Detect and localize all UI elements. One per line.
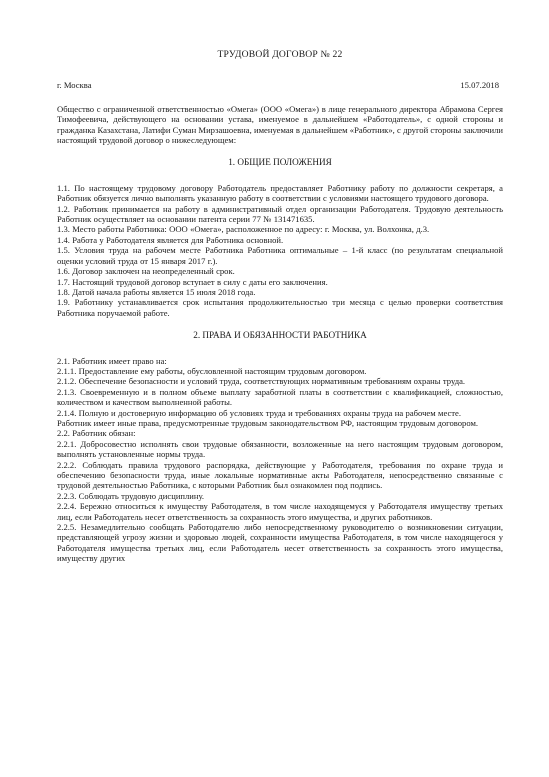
- clause: 2.2.3. Соблюдать трудовую дисциплину.: [57, 490, 205, 501]
- document-date: 15.07.2018: [460, 80, 499, 91]
- clause: 2.2.4. Бережно относиться к имуществу Работодателя, в том числе находящемуся у Работодателя имуществу третьих лиц, если Работодатель несет ответственность за сохранность этого имущества, и других работников.: [57, 501, 503, 522]
- clause: 1.7. Настоящий трудовой договор вступает в силу с даты его заключения.: [57, 276, 328, 287]
- section-2-title: 2. ПРАВА И ОБЯЗАННОСТИ РАБОТНИКА: [193, 330, 367, 341]
- section-1-title: 1. ОБЩИЕ ПОЛОЖЕНИЯ: [228, 157, 332, 168]
- clause: 2.2.2. Соблюдать правила трудового распорядка, действующие у Работодателя, требования по охране труда и обеспечению безопасности труда, иные локальные нормативные акты Работодателя, непосредственно связанные с трудовой деятельностью Работника, с которыми Работник был ознакомлен под подпись.: [57, 459, 503, 491]
- clause: 1.1. По настоящему трудовому договору Работодатель предоставляет Работнику работу по должности секретаря, а Работник обязуется лично выполнять указанную работу в соответствии с условиями настоящего трудового договора.: [57, 182, 503, 204]
- section-2: [57, 356, 503, 564]
- section-1: [57, 183, 503, 318]
- clause: 2.1.2. Обеспечение безопасности и условий труда, соответствующих нормативным требованиям охраны труда.: [57, 376, 466, 387]
- clause: 2.1.3. Своевременную и в полном объеме выплату заработной платы в соответствии с квалификацией, сложностью, количеством и качеством выполненной работы.: [57, 386, 503, 408]
- clause: 1.3. Место работы Работника: ООО «Омега», расположенное по адресу: г. Москва, ул. Волхонка, д.3.: [57, 224, 430, 235]
- clause: 2.2. Работник обязан:: [57, 428, 136, 439]
- document-meta: [57, 80, 503, 90]
- clause: 2.2.1. Добросовестно исполнять свои трудовые обязанности, возложенные на него настоящим трудовым договором, выполнять установленные нормы труда.: [57, 438, 503, 460]
- clause: 1.4. Работа у Работодателя является для Работника основной.: [57, 234, 284, 245]
- clause: 2.1.4. Полную и достоверную информацию об условиях труда и требованиях охраны труда на рабочем месте.: [57, 407, 462, 418]
- document-intro: Общество с ограниченной ответственностью «Омега» (ООО «Омега») в лице генерального директора Абрамова Сергея Тимофеевича, действующего на основании устава, именуемое в дальнейшем «Работодатель», с одной стороны и гражданка Казахстана, Латифи Суман Мирзашоевна, именуемая в дальнейшем «Работник», с другой стороны заключили настоящий трудовой договор о нижеследующем:: [57, 103, 503, 146]
- clause: 2.1.1. Предоставление ему работы, обусловленной настоящим трудовым договором.: [57, 365, 367, 376]
- clause: 1.5. Условия труда на рабочем месте Работника Работника оптимальные – 1-й класс (по результатам специальной оценки условий труда от 15 января 2017 г.).: [57, 245, 503, 266]
- clause: 1.2. Работник принимается на работу в административный отдел организации Работодателя. Трудовую деятельность Работник осуществляет на основании патента серии 77 № 131471635.: [57, 203, 503, 225]
- clause: 1.6. Договор заключен на неопределенный срок.: [57, 266, 235, 277]
- document-body: [57, 50, 503, 564]
- document-title: ТРУДОВОЙ ДОГОВОР № 22: [217, 49, 343, 60]
- clause: 1.8. Датой начала работы является 15 июля 2018 года.: [57, 286, 256, 297]
- clause: Работник имеет иные права, предусмотренные трудовым законодательством РФ, настоящим трудовым договором.: [57, 417, 479, 428]
- clause: 2.2.5. Незамедлительно сообщать Работодателю либо непосредственному руководителю о возникновении ситуации, представляющей угрозу жизни и здоровью людей, сохранности имущества Работодателя, в том числе находящегося у Работодателя имущества третьих лиц, если Работодатель несет ответственность за сохранность этого имущества, имуществу других: [57, 522, 503, 564]
- document-city: г. Москва: [57, 80, 92, 91]
- clause: 2.1. Работник имеет право на:: [57, 355, 167, 366]
- clause: 1.9. Работнику устанавливается срок испытания продолжительностью три месяца с целью проверки соответствия Работника поручаемой работе.: [57, 297, 503, 318]
